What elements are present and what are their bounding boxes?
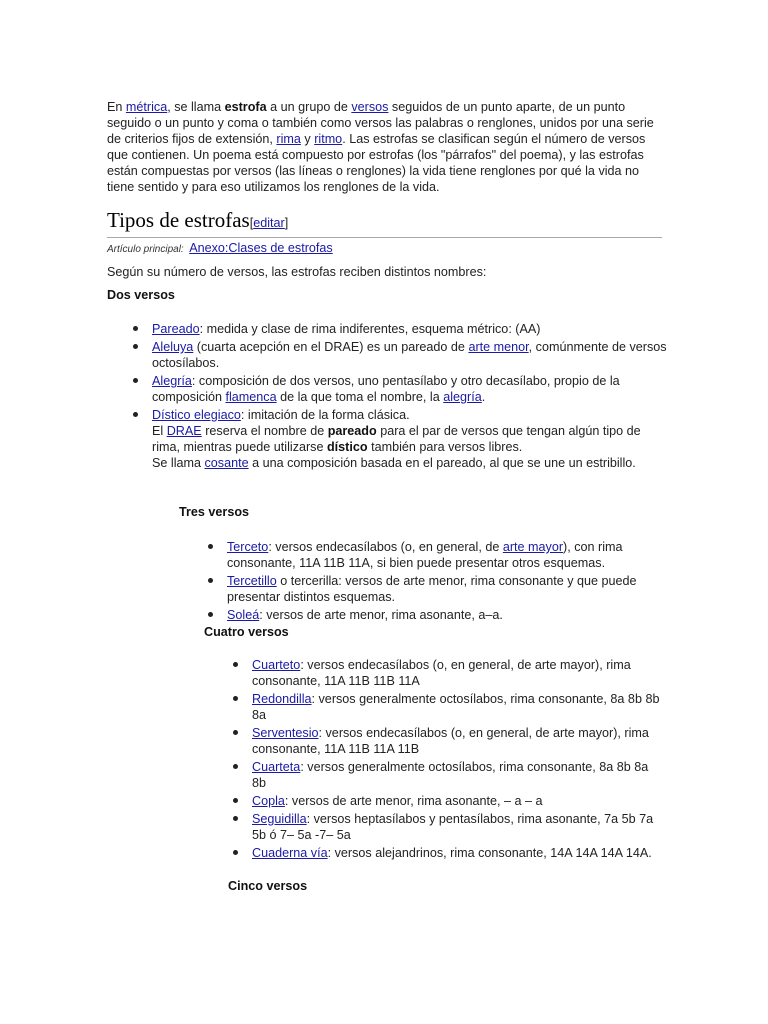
item-text: : medida y clase de rima indiferentes, esquema métrico: (AA) (199, 322, 541, 336)
item-text: o tercerilla: versos de arte menor, rima consonante y que puede presentar distintos esquemas. (227, 574, 637, 604)
intro-paragraph (107, 99, 667, 195)
list-item (252, 811, 662, 843)
link-terceto[interactable]: Terceto (227, 540, 269, 554)
list-item (252, 725, 662, 757)
bullet-icon (233, 696, 238, 701)
intro-text: En (107, 100, 126, 114)
item-text: reserva el nombre de (201, 424, 328, 438)
link-arte-mayor[interactable]: arte mayor (502, 540, 564, 554)
list-item (252, 691, 662, 723)
list-cuatro-versos (252, 657, 662, 863)
item-text: : versos endecasílabos (o, en general, de arte mayor), rima consonante, 11A 11B 11B 11A (252, 658, 631, 688)
intro-text: y (300, 132, 315, 146)
link-alegria[interactable]: Alegría (152, 374, 192, 388)
bullet-icon (133, 326, 138, 331)
item-text: también para versos libres. (367, 440, 523, 454)
section-title: Tipos de estrofas (107, 208, 250, 232)
main-article-link[interactable]: Anexo:Clases de estrofas (189, 241, 333, 255)
item-text: : versos heptasílabos y pentasílabos, rima asonante, 7a 5b 7a 5b ó 7– 5a -7– 5a (252, 812, 654, 842)
link-cuaderna-via[interactable]: Cuaderna vía (252, 846, 328, 860)
link-ritmo[interactable]: ritmo (314, 132, 343, 146)
link-versos[interactable]: versos (351, 100, 389, 114)
item-text: (cuarta acepción en el DRAE) es un pareado de (193, 340, 469, 354)
item-text: , comúnmente de versos octosílabos. (152, 340, 667, 370)
subheading-dos-versos: Dos versos (107, 288, 175, 302)
item-text: . (481, 390, 486, 404)
link-cosante[interactable]: cosante (204, 456, 249, 470)
item-text: : versos generalmente octosílabos, rima consonante, 8a 8b 8a 8b (252, 760, 649, 790)
item-text: de la que toma el nombre, la (276, 390, 444, 404)
bullet-icon (208, 612, 213, 617)
list-item (152, 373, 667, 405)
list-item (152, 407, 667, 471)
item-text: : imitación de la forma clásica. (240, 408, 410, 422)
link-cuarteto[interactable]: Cuarteto (252, 658, 301, 672)
link-copla[interactable]: Copla (252, 794, 285, 808)
bullet-icon (233, 730, 238, 735)
link-seguidilla[interactable]: Seguidilla (252, 812, 307, 826)
item-text: : versos de arte menor, rima asonante, a–a. (259, 608, 503, 622)
bold-distico: dístico (326, 440, 368, 454)
bullet-icon (233, 764, 238, 769)
list-item (252, 793, 662, 809)
bold-estrofa: estrofa (224, 100, 267, 114)
item-text: : versos generalmente octosílabos, rima consonante, 8a 8b 8b 8a (252, 692, 660, 722)
item-text: Se llama (152, 456, 205, 470)
edit-bracket-close: ] (284, 216, 289, 230)
main-article-label: Artículo principal: (107, 244, 184, 255)
item-continuation (152, 423, 667, 455)
list-item (252, 759, 662, 791)
list-dos-versos (152, 321, 667, 473)
main-article-note (107, 240, 333, 258)
link-redondilla[interactable]: Redondilla (252, 692, 312, 706)
list-item (152, 339, 667, 371)
subheading-tres-versos: Tres versos (179, 505, 250, 519)
link-serventesio[interactable]: Serventesio (252, 726, 319, 740)
section-heading-line (107, 207, 662, 236)
item-text: ), con rima consonante, 11A 11B 11A, si bien puede presentar otros esquemas. (227, 540, 623, 570)
item-text: a una composición basada en el pareado, al que se une un estribillo. (248, 456, 636, 470)
section-lead: Según su número de versos, las estrofas reciben distintos nombres: (107, 265, 487, 279)
edit-link[interactable]: editar (253, 216, 285, 230)
bullet-icon (133, 344, 138, 349)
bullet-icon (233, 798, 238, 803)
intro-text: , se llama (167, 100, 225, 114)
subheading-cuatro-versos: Cuatro versos (204, 625, 289, 639)
bullet-icon (233, 816, 238, 821)
bullet-icon (233, 850, 238, 855)
bullet-icon (208, 578, 213, 583)
subheading-cinco-versos: Cinco versos (228, 879, 308, 893)
link-tercetillo[interactable]: Tercetillo (227, 574, 277, 588)
item-text: : versos endecasílabos (o, en general, de arte mayor), rima consonante, 11A 11B 11A 11B (252, 726, 649, 756)
item-text: : versos alejandrinos, rima consonante, 14A 14A 14A 14A. (327, 846, 652, 860)
item-text: para el par de versos que tengan algún tipo de rima, mientras puede utilizarse (152, 424, 641, 454)
item-text: : versos endecasílabos (o, en general, de (268, 540, 503, 554)
item-continuation (152, 455, 667, 471)
bullet-icon (133, 412, 138, 417)
edit-bracket-open: [ (249, 216, 254, 230)
link-metrica[interactable]: métrica (125, 100, 168, 114)
link-drae[interactable]: DRAE (166, 424, 202, 438)
list-item (252, 657, 662, 689)
intro-text: a un grupo de (266, 100, 352, 114)
intro-text: seguidos de un punto aparte, de un punto seguido o un punto y coma o también como versos las palabras o renglones, unidos por una serie de criterios fijos de extensión, (107, 100, 654, 146)
list-item (152, 321, 667, 337)
link-flamenca[interactable]: flamenca (225, 390, 277, 404)
item-text: El (152, 424, 167, 438)
bullet-icon (233, 662, 238, 667)
list-item (227, 607, 647, 623)
item-text: : composición de dos versos, uno pentasílabo y otro decasílabo, propio de la composición (152, 374, 620, 404)
intro-text: . Las estrofas se clasifican según el número de versos que contienen. Un poema está compuesto por estrofas (los "párrafos" del poema), y las estrofas están compuestas por versos (las líneas o renglones) la vida tiene renglones por qué la vida no tiene sentido y para eso utilizamos los renglones de la vida. (107, 132, 646, 194)
item-text: : versos de arte menor, rima asonante, – a – a (284, 794, 543, 808)
section-heading (107, 207, 662, 238)
list-item (252, 845, 662, 861)
bullet-icon (133, 378, 138, 383)
list-item (227, 539, 647, 571)
link-pareado[interactable]: Pareado (152, 322, 200, 336)
list-item (227, 573, 647, 605)
link-cuarteta[interactable]: Cuarteta (252, 760, 301, 774)
bold-pareado: pareado (327, 424, 377, 438)
bullet-icon (208, 544, 213, 549)
link-distico-elegiaco[interactable]: Dístico elegiaco (152, 408, 241, 422)
link-aleluya[interactable]: Aleluya (152, 340, 194, 354)
link-rima[interactable]: rima (276, 132, 301, 146)
list-tres-versos (227, 539, 647, 625)
link-alegria-2[interactable]: alegría (443, 390, 482, 404)
link-solea[interactable]: Soleá (227, 608, 260, 622)
link-arte-menor[interactable]: arte menor (468, 340, 529, 354)
